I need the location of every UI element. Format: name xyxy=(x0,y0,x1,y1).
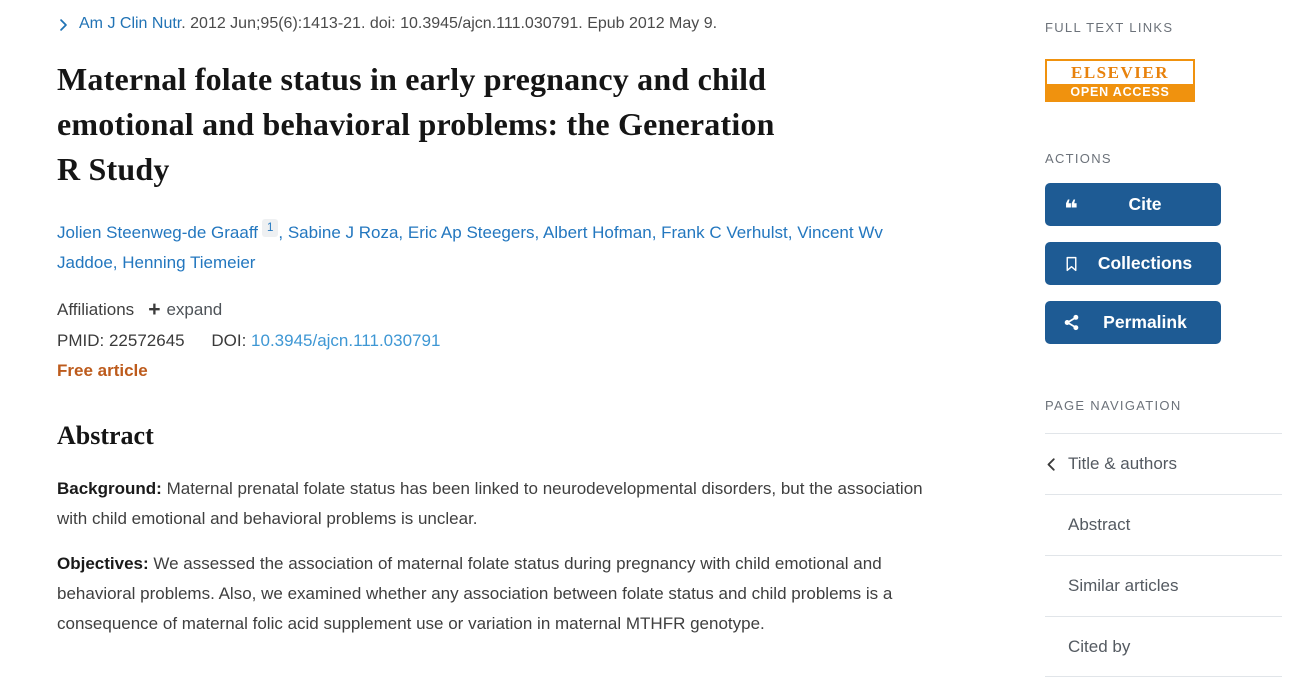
elsevier-logo: ELSEVIER xyxy=(1071,62,1169,82)
collections-button[interactable] xyxy=(1045,242,1221,285)
abstract-heading: Abstract xyxy=(57,421,154,450)
paragraph-text: We assessed the association of maternal folate status during pregnancy with child emotional and behavioral problems. Also, we examined whether any association between folate status and child problems is a consequence of maternal folic acid supplement use or variation in maternal MTHFR genotype. xyxy=(57,554,893,633)
full-text-links-label: FULL TEXT LINKS xyxy=(1045,20,1174,35)
actions-label: ACTIONS xyxy=(1045,151,1112,166)
author-link[interactable]: Henning Tiemeier xyxy=(122,253,256,272)
doi-label: DOI: xyxy=(211,331,247,350)
author-separator: , xyxy=(787,223,798,242)
expand-label: expand xyxy=(166,300,223,319)
article-main xyxy=(57,0,957,639)
permalink-button-label: Permalink xyxy=(1103,312,1187,332)
journal-toggle-chevron-icon[interactable] xyxy=(57,18,70,32)
permalink-button[interactable] xyxy=(1045,301,1221,344)
author-list xyxy=(57,218,907,278)
nav-item-label: Title & authors xyxy=(1068,454,1177,473)
paragraph-label: Objectives: xyxy=(57,554,149,573)
abstract-paragraph-background xyxy=(57,474,927,534)
affiliations-label: Affiliations xyxy=(57,300,135,319)
free-article-badge: Free article xyxy=(57,361,148,380)
nav-item-label: Abstract xyxy=(1068,515,1131,534)
open-access-label: OPEN ACCESS xyxy=(1047,84,1193,100)
author-separator: , xyxy=(112,253,123,272)
citation-details: . 2012 Jun;95(6):1413-21. doi: 10.3945/ajcn.111.030791. Epub 2012 May 9. xyxy=(181,15,718,32)
nav-item-label: Similar articles xyxy=(1068,576,1179,595)
abstract-paragraph-objectives xyxy=(57,549,927,639)
right-sidebar xyxy=(1045,0,1282,677)
page-navigation-list xyxy=(1045,433,1282,677)
author-link[interactable]: Frank C Verhulst xyxy=(661,223,788,242)
nav-item-similar-articles[interactable] xyxy=(1045,555,1282,616)
author-link[interactable]: Sabine J Roza xyxy=(287,223,399,242)
bookmark-icon xyxy=(1059,254,1083,274)
author-separator: , xyxy=(534,223,544,242)
citation-text xyxy=(79,15,717,33)
author-separator: , xyxy=(278,223,288,242)
pmid-value: 22572645 xyxy=(108,331,185,350)
doi-link[interactable]: 10.3945/ajcn.111.030791 xyxy=(251,331,441,350)
paragraph-text: Maternal prenatal folate status has been linked to neurodevelopmental disorders, but the association with child emotional and behavioral problems is unclear. xyxy=(57,479,923,528)
nav-item-cited-by[interactable] xyxy=(1045,616,1282,677)
nav-item-label: Cited by xyxy=(1068,636,1131,656)
affiliations-expand-button[interactable] xyxy=(148,300,222,320)
chevron-left-icon xyxy=(1045,457,1068,472)
author-separator: , xyxy=(398,223,408,242)
author-link[interactable]: Vincent Wv Jaddoe xyxy=(57,223,883,272)
nav-item-title-authors[interactable] xyxy=(1045,433,1282,494)
doi-group xyxy=(211,331,440,350)
collections-button-label: Collections xyxy=(1097,253,1193,273)
author-affiliation-sup[interactable]: 1 xyxy=(262,219,278,237)
author-link[interactable]: Jolien Steenweg-de Graaff xyxy=(57,223,258,242)
author-link[interactable]: Albert Hofman xyxy=(543,223,652,242)
elsevier-full-text-link[interactable] xyxy=(1045,59,1195,102)
cite-button[interactable] xyxy=(1045,183,1221,226)
page-title: Maternal folate status in early pregnancy and child emotional and behavioral problems: the Generation R Study xyxy=(57,61,775,187)
paragraph-label: Background: xyxy=(57,479,162,498)
pmid-group xyxy=(57,331,185,350)
affiliations-row xyxy=(57,300,957,320)
author-separator: , xyxy=(651,223,662,242)
cite-button-label: Cite xyxy=(1128,194,1162,214)
journal-citation xyxy=(57,15,957,33)
plus-icon: + xyxy=(148,298,161,321)
share-icon xyxy=(1059,313,1083,332)
identifiers-row xyxy=(57,331,957,351)
page-navigation-label: PAGE NAVIGATION xyxy=(1045,398,1182,413)
nav-item-abstract[interactable] xyxy=(1045,494,1282,555)
quote-icon: ❝ xyxy=(1063,195,1079,223)
pmid-label: PMID: xyxy=(57,331,105,350)
author-link[interactable]: Eric Ap Steegers xyxy=(407,223,535,242)
journal-link[interactable]: Am J Clin Nutr xyxy=(79,15,182,32)
